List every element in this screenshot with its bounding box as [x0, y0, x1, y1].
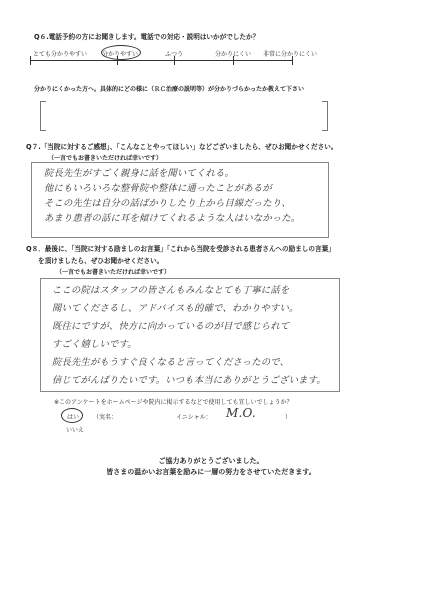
close-paren: ） — [285, 414, 292, 421]
q6-title: Q６.電話予約の方にお聞きします。電話での対応・説明はいかがでしたか？ — [34, 33, 260, 41]
q8-title: Q８．最後に、「当院に対する励ましのお言葉」「これから当院を受診される患者さんへの励ましの言葉」 — [26, 245, 335, 253]
handwritten-line: 院長先生がすごく親身に話を聞いてくれる。 — [44, 168, 234, 179]
handwritten-line: ここの院はスタッフの皆さんもみんなとても丁寧に話を — [52, 285, 290, 296]
q7-answer — [44, 165, 300, 225]
handwritten-line: 既往にですが、快方に向かっているのが目で感じられて — [52, 321, 290, 332]
scale-line — [30, 60, 292, 61]
handwritten-line: すごく嬉しいです。 — [52, 339, 137, 350]
q8-answer — [52, 282, 326, 390]
q8-title-cont: を頂けましたら、ぜひお聞かせください。 — [38, 257, 164, 265]
q7-title: Q７.「当院に対するご感想」、「こんなことやってほしい」などございましたら、ぜひお聞かせください。 — [26, 143, 338, 151]
scale-option-very-unclear[interactable]: 非常に分かりにくい — [262, 51, 318, 58]
selected-answer-circle — [61, 408, 83, 423]
q6-followup: 分かりにくかった方へ。具体的にどの様に（ＲＣ治療の説明等）が分かりづらかったか教えて下さい — [34, 86, 305, 93]
scale-option-clear[interactable]: 分かりやすい — [101, 51, 139, 58]
handwritten-line: 聞いてくださるし、アドバイスも的確で、わかりやすい。 — [52, 303, 299, 314]
scale-tick — [30, 56, 31, 65]
q8-note: （一言でもお書きいただければ幸いです） — [56, 269, 171, 276]
closing-line-2: 皆さまの温かいお言葉を励みに一層の努力をさせていただきます。 — [106, 468, 316, 476]
scale-option-neutral[interactable]: ふつう — [164, 51, 184, 58]
answer-bracket-left — [40, 101, 46, 131]
scale-option-unclear[interactable]: 分かりにくい — [214, 51, 252, 58]
handwritten-line: あまり患者の話に耳を傾けてくれるような人はいなかった。 — [44, 213, 301, 224]
selected-answer-circle — [101, 45, 141, 60]
consent-yes[interactable]: はい — [67, 414, 80, 421]
handwritten-line: 信じてがんばりたいです。いつも本当にありがとうございます。 — [52, 375, 326, 386]
initial-label: イニシャル： — [176, 414, 212, 421]
closing-line-1: ご協力ありがとうございました。 — [158, 457, 264, 465]
scale-option-very-clear[interactable]: とても分かりやすい — [32, 51, 88, 58]
q7-note: （一言でもお書きいただければ幸いです） — [48, 155, 163, 162]
consent-no[interactable]: いいえ — [66, 427, 85, 434]
initial-value: M.O. — [226, 406, 256, 420]
real-name-label: （実名： — [93, 414, 118, 421]
handwritten-line: そこの先生は自分の話ばかりしたり上から目線だったり、 — [44, 198, 291, 209]
consent-question: ※このアンケートをホームページや院内に掲示するなどで使用しても宜しいでしょうか？ — [54, 399, 293, 406]
handwritten-line: 院長先生がもうすぐ良くなると言ってくださったので、 — [52, 357, 290, 368]
handwritten-line: 他にもいろいろな整骨院や整体に通ったことがあるが — [44, 183, 272, 194]
answer-bracket-right — [322, 101, 328, 131]
